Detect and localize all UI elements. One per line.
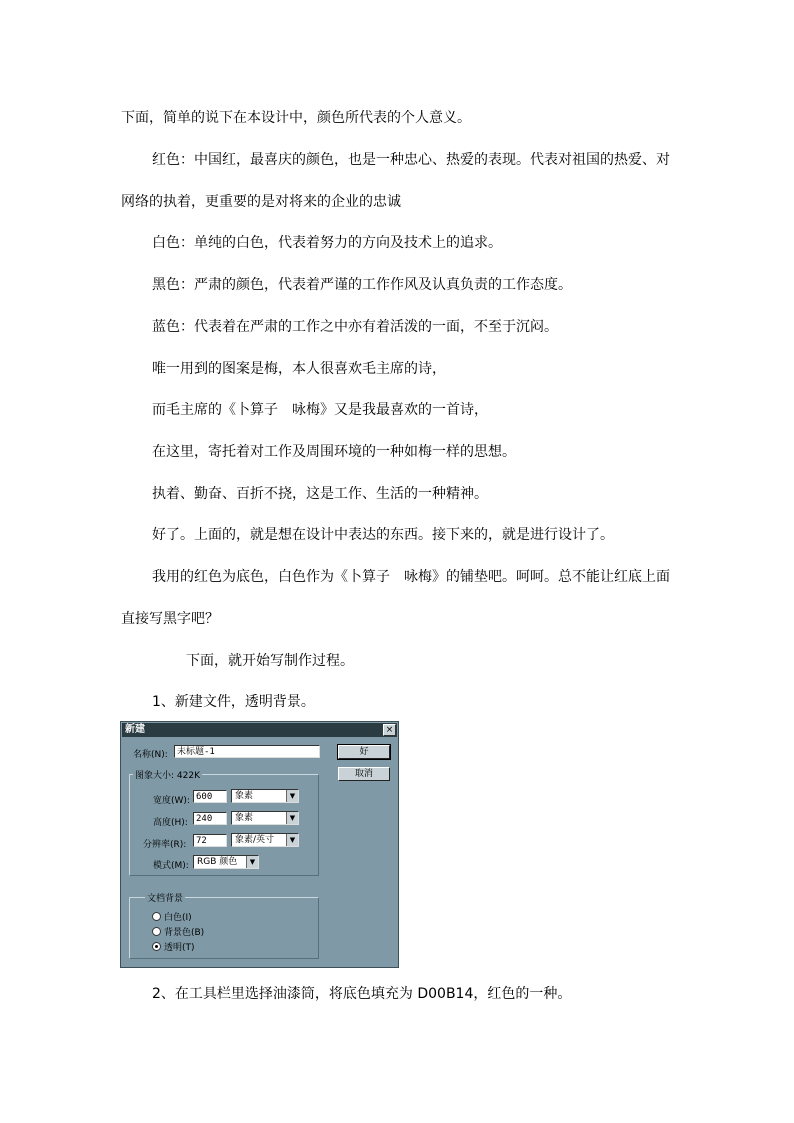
option-transparent-label: 透明(T) bbox=[164, 943, 195, 953]
image-size-label: 图象大小: 422K bbox=[133, 768, 202, 781]
paragraph: 好了。上面的，就是想在设计中表达的东西。接下来的，就是进行设计了。 bbox=[152, 527, 614, 543]
resolution-unit-value: 象素/英寸 bbox=[235, 835, 275, 845]
mode-select[interactable] bbox=[193, 855, 259, 869]
paragraph: 黑色：严肃的颜色，代表着严谨的工作作风及认真负责的工作态度。 bbox=[152, 277, 572, 293]
chevron-down-icon: ▼ bbox=[286, 790, 298, 802]
new-file-dialog bbox=[120, 721, 399, 968]
resolution-input[interactable]: 72 bbox=[193, 834, 227, 847]
chevron-down-icon: ▼ bbox=[286, 812, 298, 824]
radio-white[interactable] bbox=[152, 912, 161, 921]
paragraph: 白色：单纯的白色，代表着努力的方向及技术上的追求。 bbox=[152, 235, 502, 251]
resolution-unit-select[interactable] bbox=[231, 833, 299, 847]
radio-transparent[interactable] bbox=[152, 942, 161, 951]
mode-label: 模式(M): bbox=[153, 861, 189, 871]
paragraph: 红色：中国红，最喜庆的颜色，也是一种忠心、热爱的表现。代表对祖国的热爱、对 bbox=[152, 152, 670, 168]
option-white-label: 白色(I) bbox=[164, 913, 192, 923]
width-input[interactable]: 600 bbox=[193, 790, 227, 803]
chevron-down-icon: ▼ bbox=[286, 834, 298, 846]
width-label: 宽度(W): bbox=[153, 796, 190, 806]
height-unit-value: 象素 bbox=[235, 813, 254, 823]
name-label: 名称(N): bbox=[133, 750, 168, 760]
cancel-button[interactable]: 取消 bbox=[338, 767, 390, 781]
paragraph: 下面，简单的说下在本设计中，颜色所代表的个人意义。 bbox=[121, 110, 471, 126]
option-background-color-label: 背景色(B) bbox=[164, 928, 205, 938]
width-unit-select[interactable] bbox=[231, 789, 299, 803]
paragraph: 而毛主席的《卜算子 咏梅》又是我最喜欢的一首诗， bbox=[152, 402, 488, 418]
paragraph: 网络的执着，更重要的是对将来的企业的忠诚 bbox=[121, 194, 401, 210]
background-group-label: 文档背景 bbox=[145, 891, 185, 904]
paragraph: 执着、勤奋、百折不挠，这是工作、生活的一种精神。 bbox=[152, 486, 488, 502]
paragraph: 我用的红色为底色，白色作为《卜算子 咏梅》的铺垫吧。呵呵。总不能让红底上面 bbox=[152, 569, 670, 585]
paragraph: 1、新建文件，透明背景。 bbox=[152, 694, 315, 710]
name-input[interactable]: 未标题-1 bbox=[174, 745, 320, 758]
height-unit-select[interactable] bbox=[231, 811, 299, 825]
mode-value: RGB 颜色 bbox=[197, 857, 238, 867]
paragraph: 在这里，寄托着对工作及周围环境的一种如梅一样的思想。 bbox=[152, 444, 516, 460]
width-unit-value: 象素 bbox=[235, 791, 254, 801]
ok-button[interactable]: 好 bbox=[338, 745, 390, 759]
paragraph: 唯一用到的图案是梅，本人很喜欢毛主席的诗， bbox=[152, 361, 446, 377]
radio-background-color[interactable] bbox=[152, 927, 161, 936]
height-label: 高度(H): bbox=[153, 818, 188, 828]
paragraph: 蓝色：代表着在严肃的工作之中亦有着活泼的一面，不至于沉闷。 bbox=[152, 319, 558, 335]
chevron-down-icon: ▼ bbox=[246, 856, 258, 868]
resolution-label: 分辨率(R): bbox=[143, 840, 187, 850]
paragraph: 直接写黑字吧？ bbox=[121, 611, 219, 627]
dialog-title: 新建 bbox=[122, 723, 397, 737]
paragraph: 下面，就开始写制作过程。 bbox=[186, 653, 354, 669]
height-input[interactable]: 240 bbox=[193, 812, 227, 825]
paragraph: 2、在工具栏里选择油漆筒，将底色填充为 D00B14，红色的一种。 bbox=[152, 986, 572, 1002]
close-icon[interactable]: × bbox=[383, 724, 396, 736]
